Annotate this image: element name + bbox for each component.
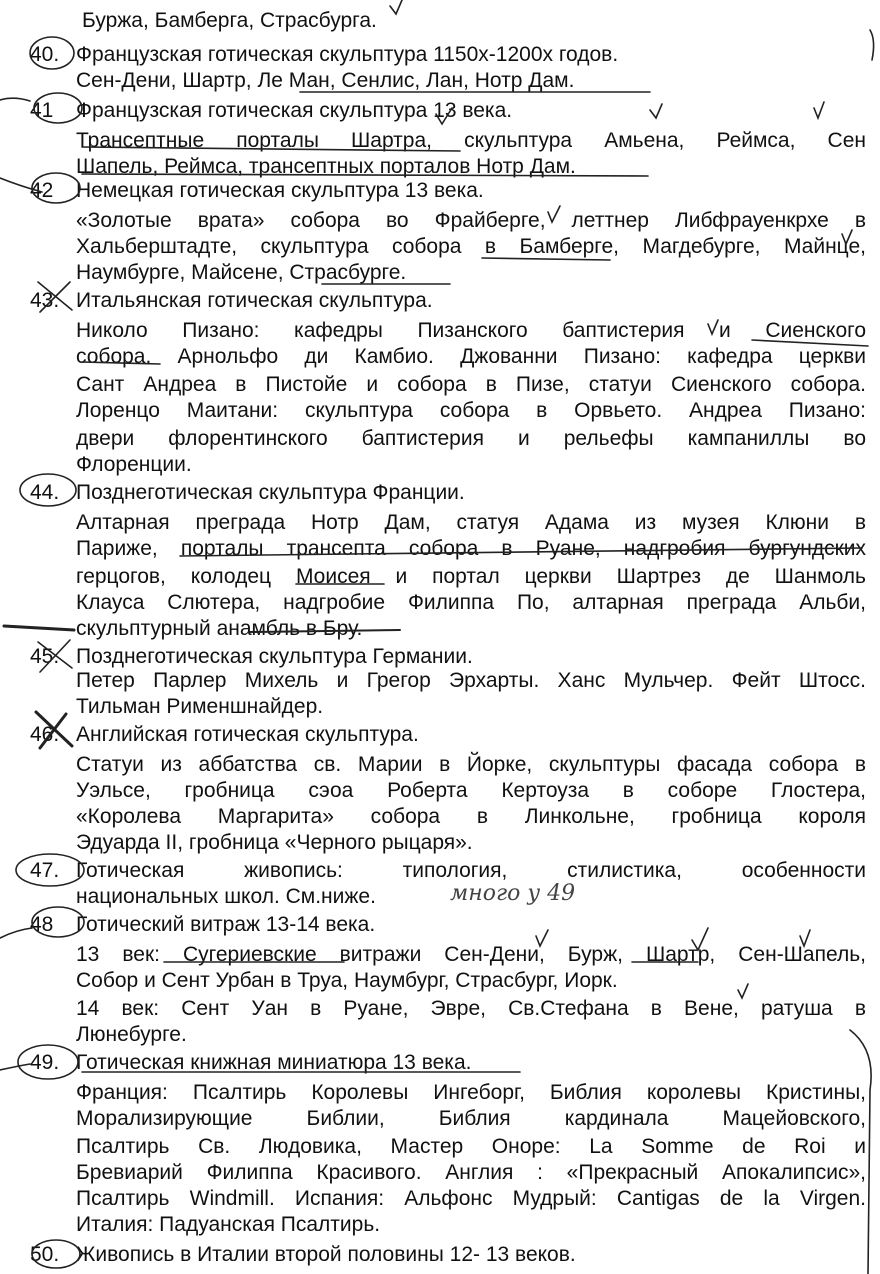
margin-bracket bbox=[870, 30, 874, 60]
margin-stroke bbox=[0, 98, 30, 101]
item-body-46-line: Статуи из аббатства св. Марии в Йорке, скульптуры фасада собора в bbox=[76, 753, 866, 776]
item-body-42-line: «Золотые врата» собора во Фрайберге, леттнер Либфрауенкрхе в bbox=[76, 209, 866, 232]
check-mark bbox=[390, 0, 402, 14]
item-body-43-line: Сант Андреа в Пистойе и собора в Пизе, статуи Сиенского собора. bbox=[76, 373, 866, 396]
item-body-43-line: Николо Пизано: кафедры Пизанского баптистерия и Сиенского bbox=[76, 319, 866, 342]
item-body-44-line: герцогов, колодец Моисея и портал церкви Шартрез де Шанмоль bbox=[76, 565, 866, 588]
check-mark bbox=[650, 104, 662, 118]
item-body-48-line: 14 век: Сент Уан в Руане, Эвре, Св.Стефана в Вене, ратуша в bbox=[76, 997, 866, 1020]
item-body-45-line: Петер Парлер Михель и Грегор Эрхарты. Ханс Мульчер. Фейт Штосс. bbox=[76, 669, 866, 692]
item-body-46-line: Уэльсе, гробница сэоа Роберта Кертоуза в соборе Глостера, bbox=[76, 779, 866, 802]
item-body-47: национальных школ. См.ниже. bbox=[76, 885, 376, 908]
item-number-40: 40. bbox=[30, 43, 60, 66]
item-body-48-line: Люнебурге. bbox=[76, 1023, 187, 1046]
item-number-50: 50. bbox=[30, 1243, 60, 1266]
item-number-49: 49. bbox=[30, 1051, 60, 1074]
item-body-43-line: собора. Арнольфо ди Камбио. Джованни Пизано: кафедра церкви bbox=[76, 345, 866, 368]
item-body-41-line: Шапель, Реймса, трансептных порталов Нотр Дам. bbox=[76, 155, 576, 178]
item-body-48-line: 13 век: Сугериевские витражи Сен-Дени, Бурж, Шартр, Сен-Шапель, bbox=[76, 943, 866, 966]
item-body-44-line: Клауса Слютера, надгробие Филиппа По, алтарная преграда Альби, bbox=[76, 591, 866, 614]
item-title-50: Живопись в Италии второй половины 12- 13 веков. bbox=[76, 1243, 576, 1266]
item-body-42-line: Наумбурге, Майсене, Страсбурге. bbox=[76, 261, 407, 284]
item-body-49-line: Франция: Псалтирь Королевы Ингеборг, Библия королевы Кристины, bbox=[76, 1081, 866, 1104]
item-body-49-line: Бревиарий Филиппа Красивого. Англия : «Прекрасный Апокалипсис», bbox=[76, 1161, 866, 1184]
item-body-45-line: Тильман Рименшнайдер. bbox=[76, 695, 324, 718]
item-title-43: Итальянская готическая скульптура. bbox=[76, 289, 433, 312]
item-body-49-line: Италия: Падуанская Псалтирь. bbox=[76, 1213, 381, 1236]
item-number-44: 44. bbox=[30, 481, 60, 504]
item-body-48-line: Собор и Сент Урбан в Труа, Наумбург, Страсбург, Иорк. bbox=[76, 969, 618, 992]
strike-mark bbox=[4, 626, 74, 630]
item-body-44-line: Алтарная преграда Нотр Дам, статуя Адама из музея Клюни в bbox=[76, 511, 866, 534]
item-title-42: Немецкая готическая скульптура 13 века. bbox=[76, 179, 484, 202]
item-title-48: Готический витраж 13-14 века. bbox=[76, 913, 376, 936]
item-body-41-line: Трансептные порталы Шартра, скульптура Амьена, Реймса, Сен bbox=[76, 129, 866, 152]
item-number-45: 45. bbox=[30, 645, 60, 668]
item-body-42-line: Хальберштадте, скульптура собора в Бамберге, Магдебурге, Майнце, bbox=[76, 235, 866, 258]
item-title-47: Готическая живопись: типология, стилистика, особенности bbox=[76, 859, 866, 882]
check-mark bbox=[814, 102, 824, 118]
item-title-40: Французская готическая скульптура 1150х-1200х годов. bbox=[76, 43, 619, 66]
item-number-46: 46. bbox=[30, 723, 60, 746]
item-number-47: 47. bbox=[30, 859, 60, 882]
item-body-43-line: Флоренции. bbox=[76, 453, 192, 476]
margin-stroke bbox=[0, 1064, 30, 1070]
item-body-49-line: Морализирующие Библии, Библия кардинала Мацейовского, bbox=[76, 1107, 866, 1130]
item-body-40: Сен-Дени, Шартр, Ле Ман, Сенлис, Лан, Нотр Дам. bbox=[76, 69, 575, 92]
item-number-41: 41 bbox=[30, 99, 54, 122]
handwritten-note: много у 49 bbox=[450, 881, 576, 906]
item-title-45: Позднеготическая скульптура Германии. bbox=[76, 645, 473, 668]
item-title-44: Позднеготическая скульптура Франции. bbox=[76, 481, 465, 504]
item-title-49: Готическая книжная миниатюра 13 века. bbox=[76, 1051, 472, 1074]
continuation-line: Буржа, Бамберга, Страсбурга. bbox=[82, 9, 377, 32]
item-number-43: 43. bbox=[30, 289, 60, 312]
item-body-46-line: «Королева Маргарита» собора в Линкольне, гробница короля bbox=[76, 805, 866, 828]
item-body-44-line: скульптурный анамбль в Бру. bbox=[76, 617, 363, 640]
margin-stroke bbox=[0, 928, 32, 938]
item-number-48: 48 bbox=[30, 913, 54, 936]
item-body-49-line: Псалтирь Св. Людовика, Мастер Оноре: La Somme de Roi и bbox=[76, 1135, 866, 1158]
item-body-43-line: двери флорентинского баптистерия и рельефы кампаниллы во bbox=[76, 427, 866, 450]
item-title-41: Французская готическая скульптура 13 века. bbox=[76, 99, 513, 122]
item-body-46-line: Эдуарда II, гробница «Черного рыцаря». bbox=[76, 831, 473, 854]
item-body-49-line: Псалтирь Windmill. Испания: Альфонс Мудрый: Cantigas de la Virgen. bbox=[76, 1187, 866, 1210]
item-body-44-line: Париже, порталы трансепта собора в Руане, надгробия бургундских bbox=[76, 537, 866, 560]
item-title-46: Английская готическая скульптура. bbox=[76, 723, 419, 746]
item-number-42: 42 bbox=[30, 179, 54, 202]
item-body-43-line: Лоренцо Маитани: скульптура собора в Орвьето. Андреа Пизано: bbox=[76, 399, 866, 422]
